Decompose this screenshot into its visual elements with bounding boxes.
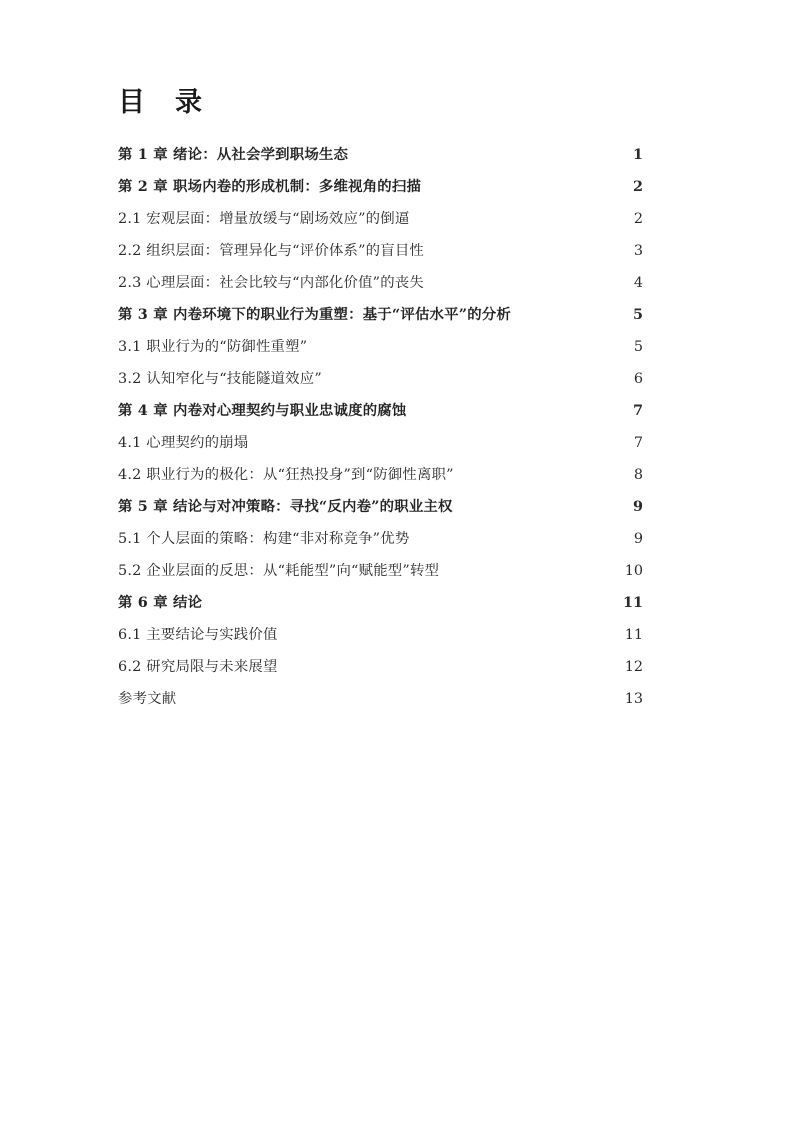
toc-page-number: 7 [632, 402, 643, 419]
toc-leader-dots [412, 401, 633, 415]
toc-leader-dots [415, 209, 633, 223]
toc-entry[interactable] [118, 459, 643, 491]
toc-entry[interactable] [118, 203, 643, 235]
toc-entry-label: 参考文献 [118, 691, 177, 707]
toc-leader-dots [254, 433, 633, 447]
toc-entry[interactable] [118, 299, 643, 331]
toc-content [118, 86, 643, 715]
toc-entry[interactable] [118, 267, 643, 299]
toc-entry-label: 第 5 章 结论与对冲策略：寻找“反内卷”的职业主权 [118, 498, 453, 515]
toc-leader-dots [354, 145, 633, 159]
toc-page-number: 2 [633, 211, 643, 227]
toc-entry[interactable] [118, 523, 643, 555]
toc-page-number: 6 [633, 371, 643, 387]
toc-page-number: 10 [624, 563, 643, 579]
toc-page-number: 4 [633, 275, 643, 291]
page-title: 目 录 [118, 87, 203, 118]
toc-page-number: 9 [633, 531, 643, 547]
toc-leader-dots [460, 465, 634, 479]
toc-entry-label: 3.1 职业行为的“防御性重塑” [118, 339, 308, 355]
toc-leader-dots [284, 657, 625, 671]
toc-page-number: 8 [633, 467, 643, 483]
toc-entry[interactable] [118, 395, 643, 427]
toc-entry[interactable] [118, 331, 643, 363]
toc-entry-label: 2.2 组织层面：管理异化与“评价体系”的盲目性 [118, 243, 425, 259]
toc-page-number: 9 [632, 498, 643, 515]
toc-page-number: 11 [624, 627, 643, 643]
toc-page-number: 13 [624, 691, 643, 707]
toc-entry[interactable] [118, 363, 643, 395]
toc-entry-label: 2.1 宏观层面：增量放缓与“剧场效应”的倒逼 [118, 211, 410, 227]
toc-entry-label: 第 4 章 内卷对心理契约与职业忠诚度的腐蚀 [118, 402, 407, 419]
toc-entry[interactable] [118, 619, 643, 651]
toc-entry-label: 4.2 职业行为的极化：从“狂热投身”到“防御性离职” [118, 467, 454, 483]
toc-page-number: 5 [632, 306, 643, 323]
toc-page-number: 5 [633, 339, 643, 355]
toc-leader-dots [430, 273, 634, 287]
toc-leader-dots [445, 561, 625, 575]
toc-leader-dots [284, 625, 625, 639]
toc-leader-dots [328, 369, 634, 383]
toc-entry-label: 2.3 心理层面：社会比较与“内部化价值”的丧失 [118, 275, 425, 291]
toc-page-number: 1 [632, 146, 643, 163]
toc-entry[interactable] [118, 235, 643, 267]
toc-entry[interactable] [118, 139, 643, 171]
toc-entry[interactable] [118, 683, 643, 715]
toc-leader-dots [459, 497, 633, 511]
toc-entry-label: 第 6 章 结论 [118, 594, 203, 611]
toc-entry-label: 第 1 章 绪论：从社会学到职场生态 [118, 146, 349, 163]
toc-leader-dots [517, 305, 633, 319]
toc-entry[interactable] [118, 651, 643, 683]
toc-page-number: 11 [622, 594, 643, 611]
toc-page-number: 3 [633, 243, 643, 259]
toc-entry[interactable] [118, 491, 643, 523]
toc-leader-dots [208, 593, 623, 607]
toc-entry-label: 第 3 章 内卷环境下的职业行为重塑：基于“评估水平”的分析 [118, 306, 511, 323]
toc-entry-label: 5.1 个人层面的策略：构建“非对称竞争”优势 [118, 531, 410, 547]
toc-page-number: 2 [632, 178, 643, 195]
toc-entry-label: 5.2 企业层面的反思：从“耗能型”向“赋能型”转型 [118, 563, 440, 579]
toc-leader-dots [415, 529, 633, 543]
toc-page-number: 12 [624, 659, 643, 675]
toc-leader-dots [427, 177, 633, 191]
toc-entry-label: 第 2 章 职场内卷的形成机制：多维视角的扫描 [118, 178, 422, 195]
toc-entry[interactable] [118, 587, 643, 619]
toc-leader-dots [182, 689, 624, 703]
toc-page-number: 7 [633, 435, 643, 451]
toc-leader-dots [313, 337, 634, 351]
toc-entry-label: 6.2 研究局限与未来展望 [118, 659, 278, 675]
table-of-contents [118, 139, 643, 715]
toc-entry[interactable] [118, 555, 643, 587]
toc-leader-dots [430, 241, 634, 255]
toc-entry[interactable] [118, 171, 643, 203]
toc-entry[interactable] [118, 427, 643, 459]
toc-entry-label: 4.1 心理契约的崩塌 [118, 435, 249, 451]
toc-entry-label: 3.2 认知窄化与“技能隧道效应” [118, 371, 322, 387]
toc-entry-label: 6.1 主要结论与实践价值 [118, 627, 278, 643]
